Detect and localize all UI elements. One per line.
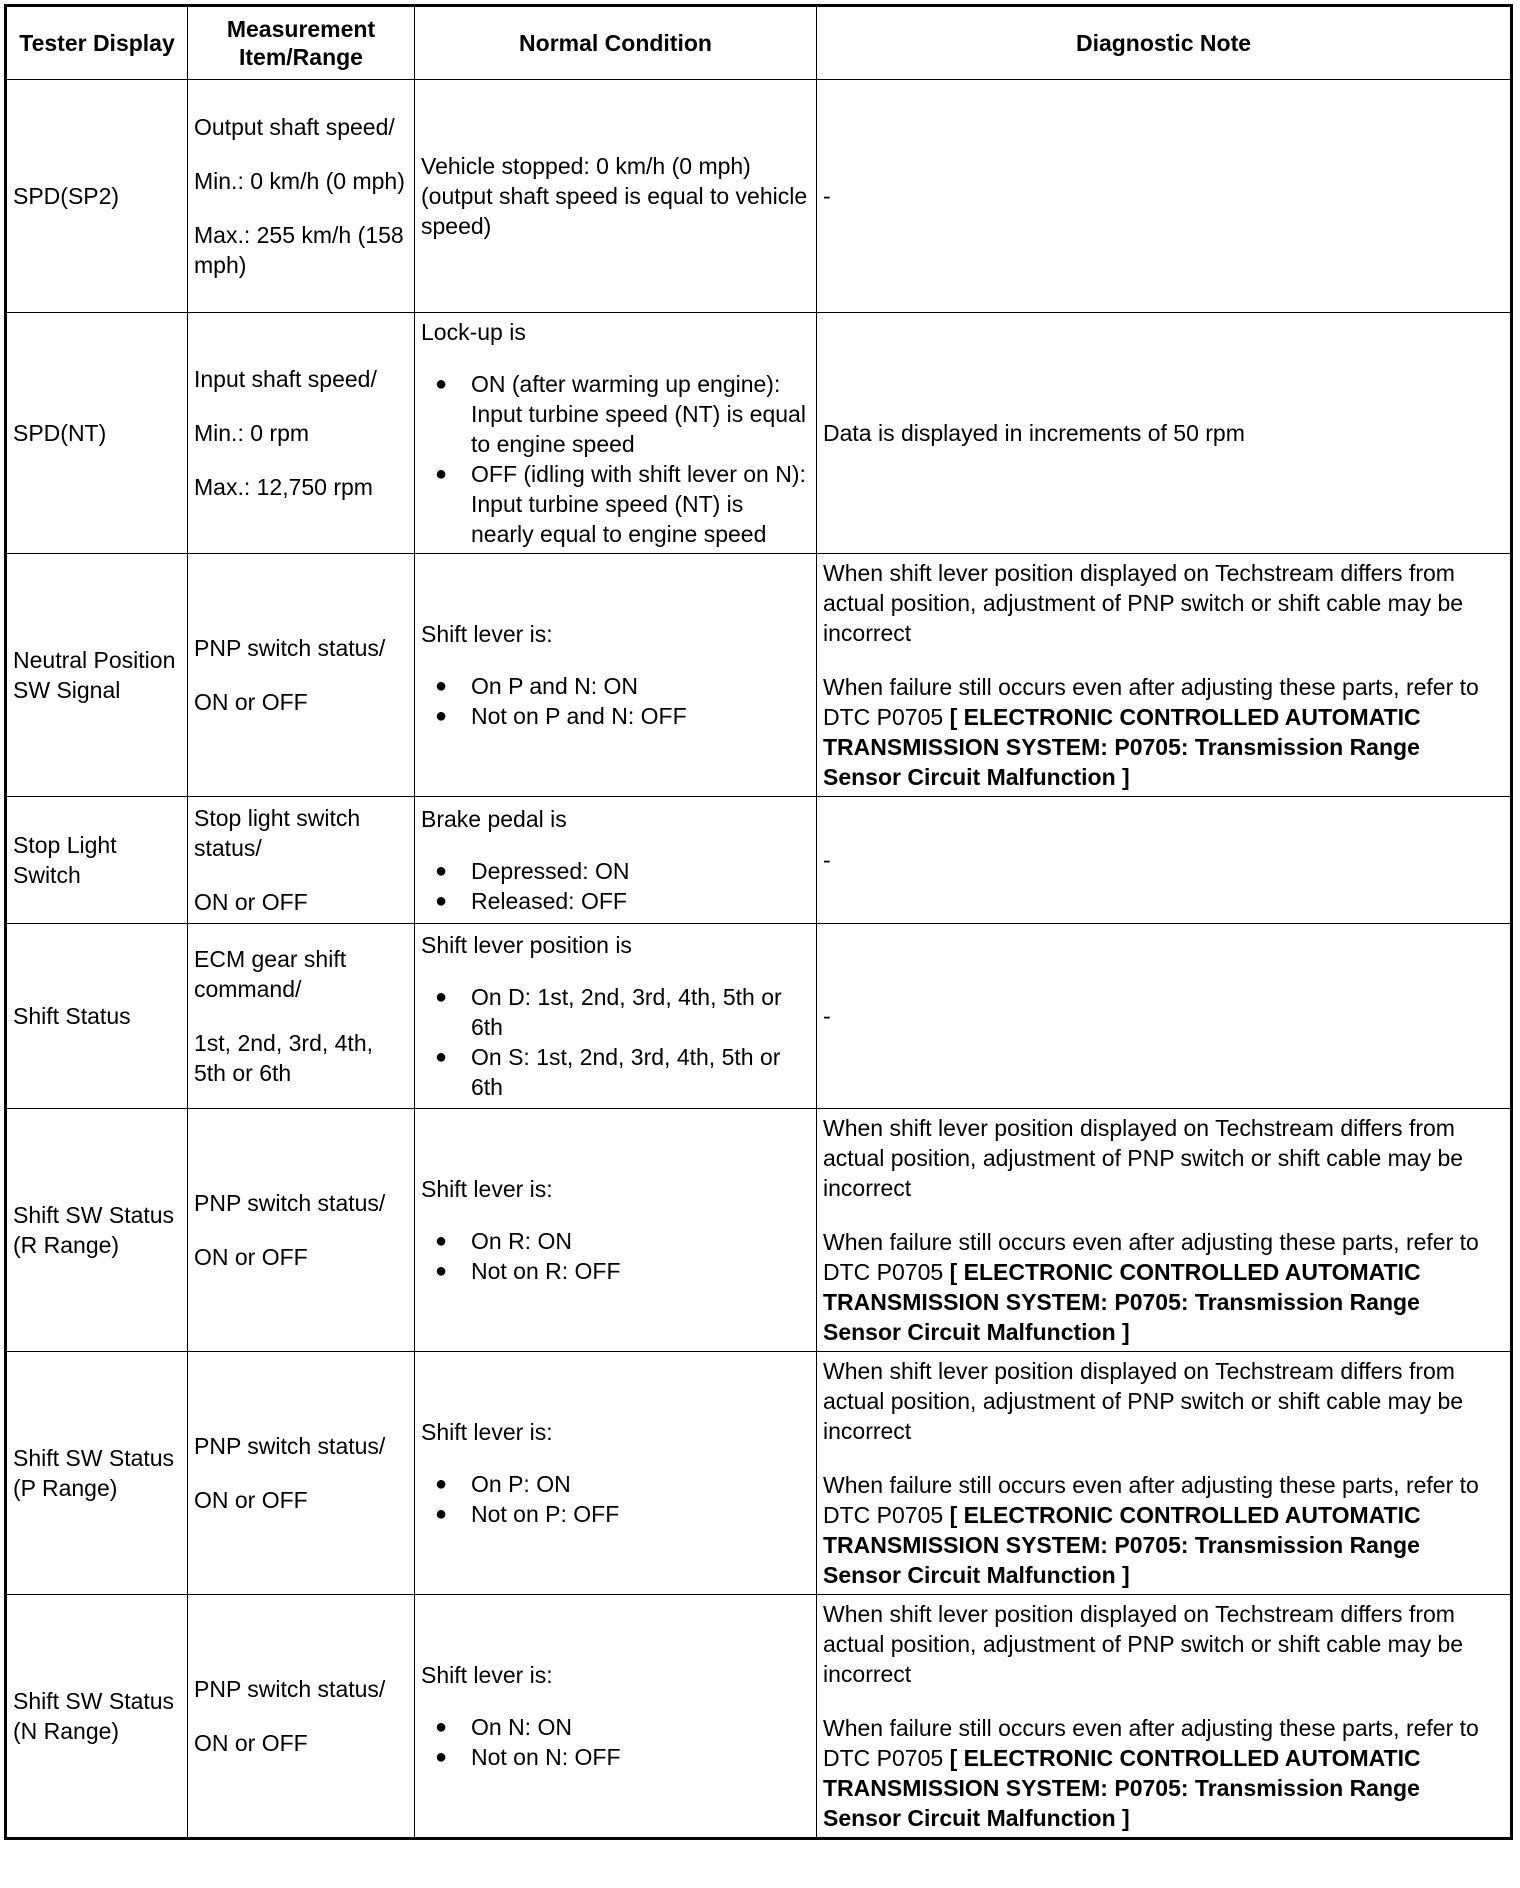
measurement-cell bbox=[188, 554, 415, 797]
condition-list bbox=[421, 856, 810, 916]
normal-intro: Brake pedal is bbox=[421, 806, 567, 832]
diagnostic-note-cell bbox=[817, 1595, 1512, 1839]
note-paragraph bbox=[823, 1227, 1504, 1347]
measure-line: ECM gear shift command/ bbox=[194, 946, 347, 1002]
measure-line: 1st, 2nd, 3rd, 4th, 5th or 6th bbox=[194, 1030, 374, 1086]
note-paragraph: When shift lever position displayed on Techstream differs from actual position, adjustment of PNP switch or shift cable may be incorrect bbox=[823, 560, 1464, 646]
table-row bbox=[6, 80, 1512, 313]
condition-item: ● On P and N: ON bbox=[421, 671, 810, 701]
measure-line: Min.: 0 km/h (0 mph) bbox=[194, 168, 405, 194]
condition-item: ● Not on N: OFF bbox=[421, 1742, 810, 1772]
condition-list bbox=[421, 369, 810, 549]
tester-display-cell: Shift SW Status (N Range) bbox=[6, 1595, 188, 1839]
normal-condition-cell bbox=[415, 797, 817, 924]
measurement-cell bbox=[188, 1109, 415, 1352]
table-row bbox=[6, 797, 1512, 924]
table-row bbox=[6, 554, 1512, 797]
dtc-reference-link[interactable]: [ ELECTRONIC CONTROLLED AUTOMATIC TRANSMISSION SYSTEM: P0705: Transmission Range Sensor Circuit Malfunction ] bbox=[823, 704, 1421, 790]
table-row bbox=[6, 1352, 1512, 1595]
diagnostic-note-cell: - bbox=[817, 797, 1512, 924]
condition-item: ● Not on P: OFF bbox=[421, 1499, 810, 1529]
condition-item: ● On P: ON bbox=[421, 1469, 810, 1499]
measure-line: Stop light switch status/ bbox=[194, 805, 361, 861]
normal-condition-cell bbox=[415, 1352, 817, 1595]
diagnostic-note-cell bbox=[817, 1109, 1512, 1352]
measure-line: ON or OFF bbox=[194, 1730, 308, 1756]
normal-intro: Lock-up is bbox=[421, 319, 526, 345]
measure-line: PNP switch status/ bbox=[194, 635, 386, 661]
header-normal-condition: Normal Condition bbox=[415, 6, 817, 80]
note-paragraph bbox=[823, 1713, 1504, 1833]
condition-list bbox=[421, 1226, 810, 1286]
measure-line: Max.: 255 km/h (158 mph) bbox=[194, 222, 404, 278]
diagnostic-note-cell bbox=[817, 554, 1512, 797]
tester-display-cell: SPD(SP2) bbox=[6, 80, 188, 313]
measurement-cell bbox=[188, 313, 415, 554]
table-row bbox=[6, 1595, 1512, 1839]
note-text: When failure still occurs even after adjusting these parts, refer to DTC P0705 bbox=[823, 1715, 1479, 1771]
measurement-cell bbox=[188, 80, 415, 313]
condition-item: ● Depressed: ON bbox=[421, 856, 810, 886]
measurement-cell bbox=[188, 1595, 415, 1839]
condition-item: ● On D: 1st, 2nd, 3rd, 4th, 5th or 6th bbox=[421, 982, 810, 1042]
normal-condition-cell bbox=[415, 313, 817, 554]
normal-intro: Shift lever is: bbox=[421, 621, 553, 647]
normal-intro: Shift lever position is bbox=[421, 932, 632, 958]
measure-line: Input shaft speed/ bbox=[194, 366, 377, 392]
note-paragraph: When shift lever position displayed on Techstream differs from actual position, adjustment of PNP switch or shift cable may be incorrect bbox=[823, 1601, 1464, 1687]
note-text: When failure still occurs even after adjusting these parts, refer to DTC P0705 bbox=[823, 1472, 1479, 1528]
measure-line: ON or OFF bbox=[194, 889, 308, 915]
measurement-cell bbox=[188, 924, 415, 1109]
table-row bbox=[6, 924, 1512, 1109]
measure-line: ON or OFF bbox=[194, 689, 308, 715]
header-diagnostic-note: Diagnostic Note bbox=[817, 6, 1512, 80]
normal-condition-cell bbox=[415, 924, 817, 1109]
note-text: When failure still occurs even after adjusting these parts, refer to DTC P0705 bbox=[823, 674, 1479, 730]
condition-item: ● On S: 1st, 2nd, 3rd, 4th, 5th or 6th bbox=[421, 1042, 810, 1102]
condition-item: ● On R: ON bbox=[421, 1226, 810, 1256]
dtc-reference-link[interactable]: [ ELECTRONIC CONTROLLED AUTOMATIC TRANSMISSION SYSTEM: P0705: Transmission Range Sensor Circuit Malfunction ] bbox=[823, 1745, 1421, 1831]
condition-list bbox=[421, 1469, 810, 1529]
tester-display-cell: SPD(NT) bbox=[6, 313, 188, 554]
condition-item: ● Not on P and N: OFF bbox=[421, 701, 810, 731]
condition-item: ● Released: OFF bbox=[421, 886, 810, 916]
table-row bbox=[6, 1109, 1512, 1352]
tester-display-cell: Stop Light Switch bbox=[6, 797, 188, 924]
note-paragraph bbox=[823, 1470, 1504, 1590]
measure-line: ON or OFF bbox=[194, 1244, 308, 1270]
note-paragraph bbox=[823, 672, 1504, 792]
normal-condition-cell bbox=[415, 1595, 817, 1839]
dtc-reference-link[interactable]: [ ELECTRONIC CONTROLLED AUTOMATIC TRANSMISSION SYSTEM: P0705: Transmission Range Sensor Circuit Malfunction ] bbox=[823, 1502, 1421, 1588]
measure-line: PNP switch status/ bbox=[194, 1190, 386, 1216]
header-row bbox=[6, 6, 1512, 80]
normal-condition-cell bbox=[415, 80, 817, 313]
tester-display-cell: Shift SW Status (P Range) bbox=[6, 1352, 188, 1595]
normal-intro: Vehicle stopped: 0 km/h (0 mph) (output shaft speed is equal to vehicle speed) bbox=[421, 153, 808, 239]
measure-line: Output shaft speed/ bbox=[194, 114, 395, 140]
normal-condition-cell bbox=[415, 1109, 817, 1352]
measure-line: ON or OFF bbox=[194, 1487, 308, 1513]
dtc-reference-link[interactable]: [ ELECTRONIC CONTROLLED AUTOMATIC TRANSMISSION SYSTEM: P0705: Transmission Range Sensor Circuit Malfunction ] bbox=[823, 1259, 1421, 1345]
normal-condition-cell bbox=[415, 554, 817, 797]
header-measurement: Measurement Item/Range bbox=[188, 6, 415, 80]
note-paragraph: When shift lever position displayed on Techstream differs from actual position, adjustment of PNP switch or shift cable may be incorrect bbox=[823, 1115, 1464, 1201]
normal-intro: Shift lever is: bbox=[421, 1419, 553, 1445]
measurement-cell bbox=[188, 797, 415, 924]
condition-list bbox=[421, 982, 810, 1102]
condition-item: ● OFF (idling with shift lever on N): Input turbine speed (NT) is nearly equal to engine speed bbox=[421, 459, 810, 549]
normal-intro: Shift lever is: bbox=[421, 1662, 553, 1688]
normal-intro: Shift lever is: bbox=[421, 1176, 553, 1202]
condition-item: ● ON (after warming up engine): Input turbine speed (NT) is equal to engine speed bbox=[421, 369, 810, 459]
header-tester-display: Tester Display bbox=[6, 6, 188, 80]
measure-line: PNP switch status/ bbox=[194, 1433, 386, 1459]
note-text: When failure still occurs even after adjusting these parts, refer to DTC P0705 bbox=[823, 1229, 1479, 1285]
measure-line: PNP switch status/ bbox=[194, 1676, 386, 1702]
tester-display-cell: Neutral Position SW Signal bbox=[6, 554, 188, 797]
table-row bbox=[6, 313, 1512, 554]
condition-item: ● Not on R: OFF bbox=[421, 1256, 810, 1286]
measurement-cell bbox=[188, 1352, 415, 1595]
condition-list bbox=[421, 671, 810, 731]
data-list-table bbox=[4, 4, 1513, 1840]
tester-display-cell: Shift Status bbox=[6, 924, 188, 1109]
measure-line: Max.: 12,750 rpm bbox=[194, 474, 373, 500]
diagnostic-note-cell: - bbox=[817, 924, 1512, 1109]
condition-list bbox=[421, 1712, 810, 1772]
diagnostic-note-cell bbox=[817, 1352, 1512, 1595]
condition-item: ● On N: ON bbox=[421, 1712, 810, 1742]
note-paragraph: When shift lever position displayed on Techstream differs from actual position, adjustment of PNP switch or shift cable may be incorrect bbox=[823, 1358, 1464, 1444]
tester-display-cell: Shift SW Status (R Range) bbox=[6, 1109, 188, 1352]
diagnostic-note-cell: - bbox=[817, 80, 1512, 313]
diagnostic-note-cell: Data is displayed in increments of 50 rpm bbox=[817, 313, 1512, 554]
measure-line: Min.: 0 rpm bbox=[194, 420, 310, 446]
